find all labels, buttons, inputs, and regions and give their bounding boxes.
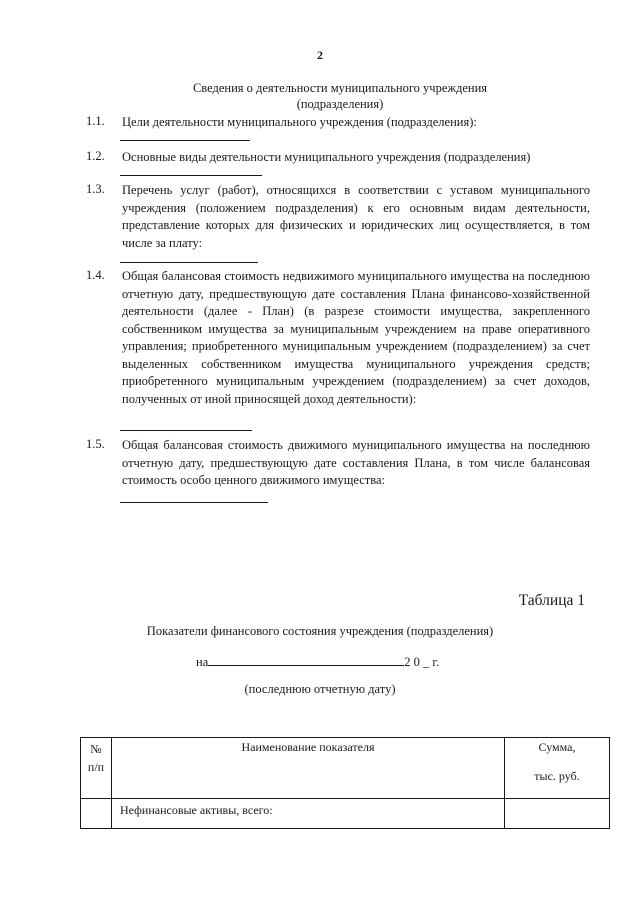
header-number	[81, 738, 112, 799]
section-number: 1.4.	[86, 268, 105, 282]
section-heading	[150, 80, 530, 112]
heading-line-1: Сведения о деятельности муниципального учреждения	[192, 81, 488, 95]
date-suffix: 2 0 _ г.	[404, 655, 440, 669]
section-number: 1.5.	[86, 437, 105, 451]
date-line	[196, 653, 439, 670]
answer-blank-line	[120, 502, 268, 503]
heading-line-2: (подразделения)	[296, 97, 384, 111]
section-text: Основные виды деятельности муниципального учреждения (подразделения)	[122, 150, 531, 164]
answer-blank-line	[120, 140, 250, 141]
section-text: Перечень услуг (работ), относящихся в соответствии с уставом муниципального учреждения (положением подразделения) к его основным видам деятельности, представление которых для физических и юридических лиц осуществляется, в том числе за плату:	[122, 183, 590, 250]
financial-indicators-table	[80, 737, 610, 829]
row-indicator-name: Нефинансовые активы, всего:	[112, 799, 505, 829]
header-sum	[505, 738, 610, 799]
section-text: Общая балансовая стоимость движимого муниципального имущества на последнюю отчетную дату, предшествующую дате составления Плана, в том числе балансовая стоимость особо ценного движимого имущества:	[122, 438, 590, 487]
answer-blank-line	[120, 430, 252, 431]
section-number: 1.2.	[86, 149, 105, 163]
header-indicator-name: Наименование показателя	[112, 738, 505, 799]
table-header-row	[81, 738, 610, 799]
header-sum-line-2: тыс. руб.	[534, 769, 580, 783]
date-note: (последнюю отчетную дату)	[244, 682, 396, 696]
date-blank-line	[208, 653, 404, 666]
header-number-line-2: п/п	[87, 760, 105, 774]
answer-blank-line	[120, 262, 258, 263]
page-number: 2	[317, 48, 323, 62]
section-text: Общая балансовая стоимость недвижимого муниципального имущества на последнюю отчетную дату, предшествующую дате составления Плана финансово-хозяйственной деятельности (далее - План) (в разрезе стоимости имущества, закрепленного собственником имущества за муниципальным учреждением на праве оперативного управления; приобретенного муниципальным учреждением (подразделением) за счет выделенных собственником имущества муниципального учреждения средств; приобретенного муниципальным учреждением (подразделением) за счет доходов, полученных от иной приносящей доход деятельности):	[122, 269, 590, 406]
table-row	[81, 799, 610, 829]
row-number-cell	[81, 799, 112, 829]
table-title: Показатели финансового состояния учреждения (подразделения)	[146, 624, 494, 638]
table-caption: Таблица 1	[518, 592, 585, 609]
section-text: Цели деятельности муниципального учреждения (подразделения):	[122, 115, 477, 129]
header-number-line-1: №	[90, 742, 102, 756]
header-sum-line-1: Сумма,	[538, 740, 576, 754]
section-number: 1.3.	[86, 182, 105, 196]
row-sum-cell	[505, 799, 610, 829]
answer-blank-line	[120, 175, 262, 176]
date-prefix: на	[196, 655, 209, 669]
section-number: 1.1.	[86, 114, 105, 128]
